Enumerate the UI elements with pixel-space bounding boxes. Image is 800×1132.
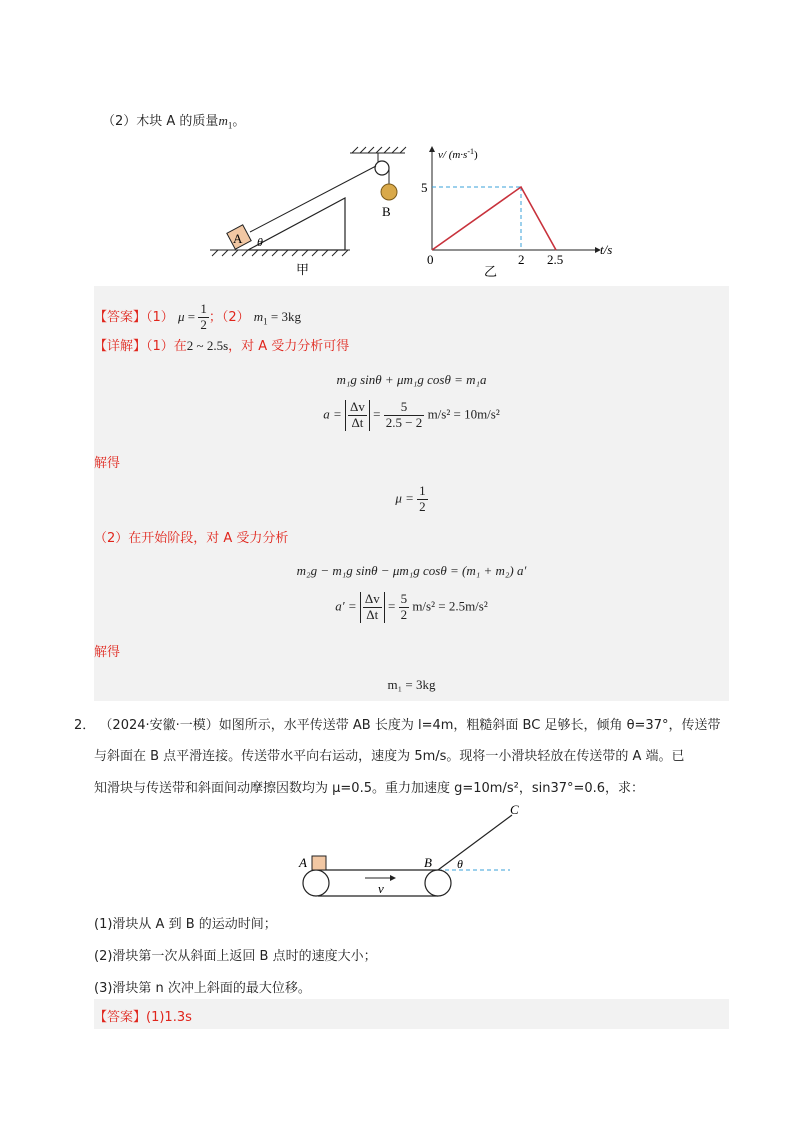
- question-prefix: （2）木块 A 的质量: [102, 114, 219, 129]
- label-b: B: [382, 204, 391, 219]
- velocity-line: [432, 187, 556, 250]
- answer2-tag: 【答案】: [94, 1010, 147, 1025]
- ceiling-hatch: [350, 147, 406, 153]
- answer-eq: =: [184, 308, 199, 324]
- graph-ylabel: v/ $(m\cdot s^{-1})$: [438, 147, 478, 161]
- answer-sep: ；: [208, 309, 222, 325]
- problem2-line1: [74, 714, 720, 733]
- result-2: m₁ = 3kg: [387, 677, 436, 692]
- solve-label-2: 解得: [94, 645, 121, 660]
- mass-var: m: [218, 113, 228, 128]
- answer-frac: $\frac{1}{2}$: [200, 301, 207, 332]
- result-1: μ = $\frac{1}{2}$: [395, 483, 426, 514]
- time-interval: 2 ~ 2.5s: [186, 338, 229, 353]
- question-suffix: 。: [232, 114, 246, 129]
- equation-1: m₁g sinθ + μm₁g cosθ = m₁a: [336, 372, 487, 387]
- figure-conveyor: [290, 800, 530, 905]
- solve-label-1: 解得: [94, 456, 121, 471]
- origin-label: 0: [427, 252, 434, 267]
- answer2-line: [94, 1006, 192, 1025]
- answer-tag: 【答案】: [94, 309, 147, 325]
- x-tick-2-5: 2.5: [547, 252, 564, 267]
- answer-m1-var: m: [253, 308, 264, 324]
- pulley: [375, 161, 389, 175]
- slider-block: [312, 856, 326, 870]
- ground-hatch: [210, 250, 350, 256]
- figure-incline-and-graph: [200, 140, 620, 280]
- label-theta: θ: [257, 235, 263, 249]
- roller-right: [425, 870, 451, 896]
- vt-graph: [421, 146, 612, 280]
- answer-mu: μ: [177, 308, 185, 324]
- problem2-line3: 知滑块与传送带和斜面间动摩擦因数均为 μ=0.5。重力加速度 g=10m/s²，sin37°=0.6，求：: [94, 781, 645, 796]
- label-b-2: B: [424, 855, 432, 870]
- detail-intro-2: （2）在开始阶段，对 A 受力分析: [94, 531, 289, 546]
- sub-question-2: (2)滑块第一次从斜面上返回 B 点时的速度大小；: [94, 949, 377, 964]
- equation-4: a′ = $\frac{\Delta v}{\Delta t}$ = $\frac{5}{2}$ m/s² = 2.5m/s²: [335, 591, 488, 622]
- problem-text-1: （2024·安徽·一模）如图所示，水平传送带 AB 长度为 l=4m，粗糙斜面 BC 足够长，倾角 θ=37°，传送带: [99, 718, 721, 733]
- string: [250, 166, 376, 232]
- equation-2: a = $\frac{\Delta v}{\Delta t}$ = $\frac{5}{2.5 - 2}$ m/s² = 10m/s²: [323, 399, 500, 430]
- answer-part1: （1）: [146, 309, 174, 325]
- label-a-2: A: [299, 855, 307, 870]
- label-a: A: [233, 231, 243, 246]
- label-v: v: [378, 881, 384, 896]
- label-theta-2: θ: [457, 857, 463, 871]
- mass-sub: 1: [227, 120, 233, 131]
- problem-number: 2．: [74, 718, 96, 733]
- answer2-text: (1)1.3s: [146, 1010, 192, 1025]
- caption-left: 甲: [296, 263, 310, 278]
- sub-question-3: (3)滑块第 n 次冲上斜面的最大位移。: [94, 981, 311, 996]
- problem2-line2: 与斜面在 B 点平滑连接。传送带水平向右运动，速度为 5m/s。现将一小滑块轻放在传送带的 A 端。已: [94, 749, 685, 764]
- label-c: C: [510, 802, 519, 817]
- incline-bc: [438, 815, 512, 870]
- roller-left: [303, 870, 329, 896]
- detail-intro-1: 【详解】（1）在2 ~ 2.5s，对 A 受力分析可得: [94, 338, 350, 354]
- answer-line: 【答案】（1） μ = $\frac{1}{2}$ ；（2） $m_1 = 3kg$: [94, 301, 301, 332]
- caption-right: 乙: [484, 265, 498, 280]
- answer-part2: （2）: [221, 309, 250, 325]
- part2-question: [102, 110, 245, 131]
- ball-b: [381, 184, 397, 200]
- y-tick-5: 5: [421, 180, 428, 195]
- answer-m1-value: = 3kg: [267, 308, 301, 324]
- sub-question-1: (1)滑块从 A 到 B 的运动时间；: [94, 917, 277, 932]
- detail-tag: 【详解】: [94, 339, 147, 354]
- graph-xlabel: t/s: [600, 242, 613, 257]
- x-tick-2: 2: [518, 252, 525, 267]
- equation-3: m₂g − m₁g sinθ − μm₁g cosθ = (m₁ + m₂) a′: [296, 563, 527, 578]
